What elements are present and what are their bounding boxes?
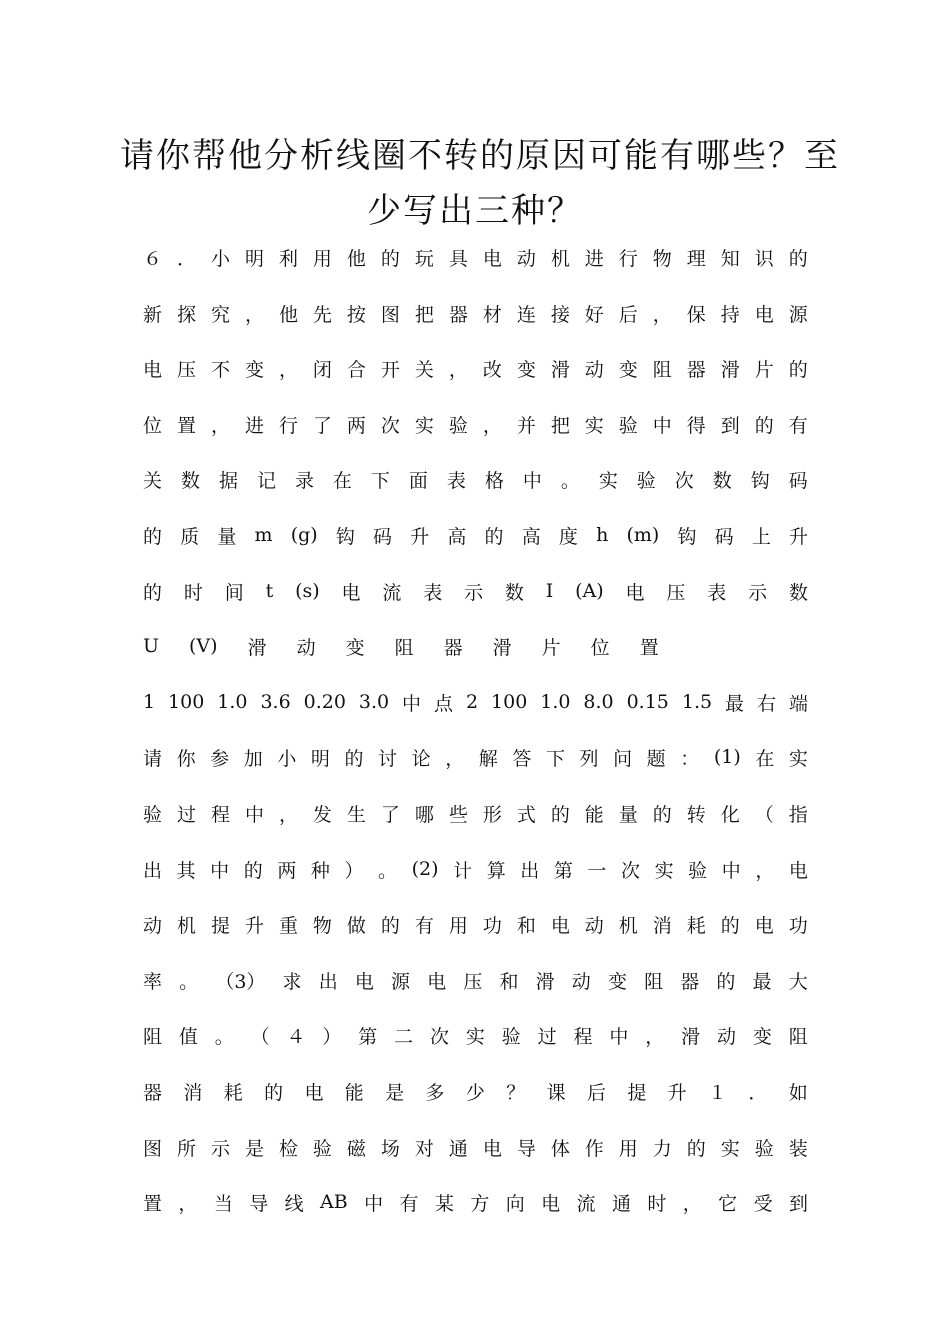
title-line-2: 少写出三种？	[367, 191, 583, 231]
text-line: 1 100 1.0 3.6 0.20 3.0 中 点 2 100 1.0 8.0 0.15 1.5 最 右 端	[143, 691, 808, 715]
text-line: 图 所 示 是 检 验 磁 场 对 通 电 导 体 作 用 力 的 实 验 装	[143, 1137, 808, 1160]
text-line: 新 探 究 ， 他 先 按 图 把 器 材 连 接 好 后 ， 保 持 电 源	[143, 303, 808, 326]
title-line-1: 请你帮他分析线圈不转的原因可能有哪些？至	[120, 136, 840, 176]
text-line: 电 压 不 变 ， 闭 合 开 关 ， 改 变 滑 动 变 阻 器 滑 片 的	[143, 358, 808, 381]
text-line: 位 置 ， 进 行 了 两 次 实 验 ， 并 把 实 验 中 得 到 的 有	[143, 414, 808, 437]
text-line: 器 消 耗 的 电 能 是 多 少 ？ 课 后 提 升 １ ． 如	[143, 1081, 808, 1104]
text-line: 的 时 间 t (s) 电 流 表 示 数 I (A) 电 压 表 示 数	[143, 580, 808, 604]
text-line: 阻 值 。 （ ４ ） 第 二 次 实 验 过 程 中 ， 滑 动 变 阻	[143, 1025, 808, 1048]
text-line: 关 数 据 记 录 在 下 面 表 格 中 。 实 验 次 数 钩 码	[143, 469, 808, 492]
text-line: 请 你 参 加 小 明 的 讨 论 ， 解 答 下 列 问 题 ： (1) 在 实	[143, 746, 808, 770]
text-line: ６ ． 小 明 利 用 他 的 玩 具 电 动 机 进 行 物 理 知 识 的	[143, 247, 808, 270]
text-line: 验 过 程 中 ， 发 生 了 哪 些 形 式 的 能 量 的 转 化 （ 指	[143, 803, 808, 826]
text-line: 的 质 量 m (g) 钩 码 升 高 的 高 度 h (m) 钩 码 上 升	[143, 524, 808, 548]
text-line: 率 。 （3） 求 出 电 源 电 压 和 滑 动 变 阻 器 的 最 大	[143, 970, 808, 993]
text-line: 置 ， 当 导 线 AB 中 有 某 方 向 电 流 通 时 ， 它 受 到	[143, 1191, 808, 1215]
text-line: 出 其 中 的 两 种 ） 。 (2) 计 算 出 第 一 次 实 验 中 ， 电	[143, 858, 808, 882]
text-line: U (V) 滑 动 变 阻 器 滑 片 位 置	[143, 635, 659, 659]
text-line: 动 机 提 升 重 物 做 的 有 用 功 和 电 动 机 消 耗 的 电 功	[143, 914, 808, 937]
